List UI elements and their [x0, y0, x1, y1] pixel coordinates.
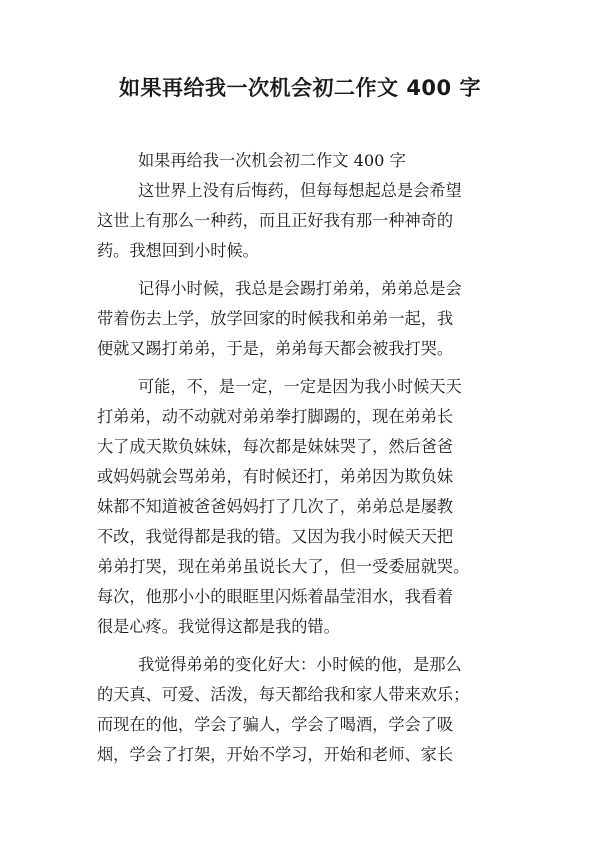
paragraph-1-line: 药。我想回到小时候。	[97, 241, 259, 260]
paragraph-3-line: 可能，不，是一定，一定是因为我小时候天天	[138, 377, 462, 396]
paragraph-1-line: 这世界上没有后悔药，但每每想起总是会希望	[138, 181, 462, 200]
paragraph-2-line: 记得小时候，我总是会踢打弟弟，弟弟总是会	[138, 279, 462, 298]
paragraph-4-line: 我觉得弟弟的变化好大：小时候的他，是那么	[138, 655, 462, 674]
paragraph-2-line: 便就又踢打弟弟，于是，弟弟每天都会被我打哭。	[97, 339, 454, 358]
document-title: 如果再给我一次机会初二作文 400 字	[119, 76, 481, 100]
paragraph-1-line: 这世上有那么一种药，而且正好我有那一种神奇的	[97, 211, 454, 230]
document-body	[97, 146, 509, 770]
paragraph-3-line: 每次，他那小小的眼眶里闪烁着晶莹泪水，我看着	[97, 587, 454, 606]
paragraph-4-line: 烟，学会了打架，开始不学习，开始和老师、家长	[97, 745, 454, 764]
paragraph-2-line: 带着伤去上学，放学回家的时候我和弟弟一起，我	[97, 309, 454, 328]
subtitle-line: 如果再给我一次机会初二作文 400 字	[138, 151, 406, 170]
paragraph-3-line: 弟弟打哭，现在弟弟虽说长大了，但一受委屈就哭。	[97, 557, 470, 576]
paragraph-3-line: 或妈妈就会骂弟弟，有时候还打，弟弟因为欺负妹	[97, 467, 454, 486]
paragraph-4-line: 的天真、可爱、活泼，每天都给我和家人带来欢乐；	[97, 685, 470, 704]
paragraph-3-line: 妹都不知道被爸爸妈妈打了几次了，弟弟总是屡教	[97, 497, 454, 516]
paragraph-3-line: 大了成天欺负妹妹，每次都是妹妹哭了，然后爸爸	[97, 437, 454, 456]
paragraph-3-line: 不改，我觉得都是我的错。又因为我小时候天天把	[97, 527, 454, 546]
paragraph-4-line: 而现在的他，学会了骗人，学会了喝酒，学会了吸	[97, 715, 454, 734]
paragraph-3-line: 打弟弟，动不动就对弟弟拳打脚踢的，现在弟弟长	[97, 407, 454, 426]
paragraph-3-line: 很是心疼。我觉得这都是我的错。	[97, 617, 340, 636]
